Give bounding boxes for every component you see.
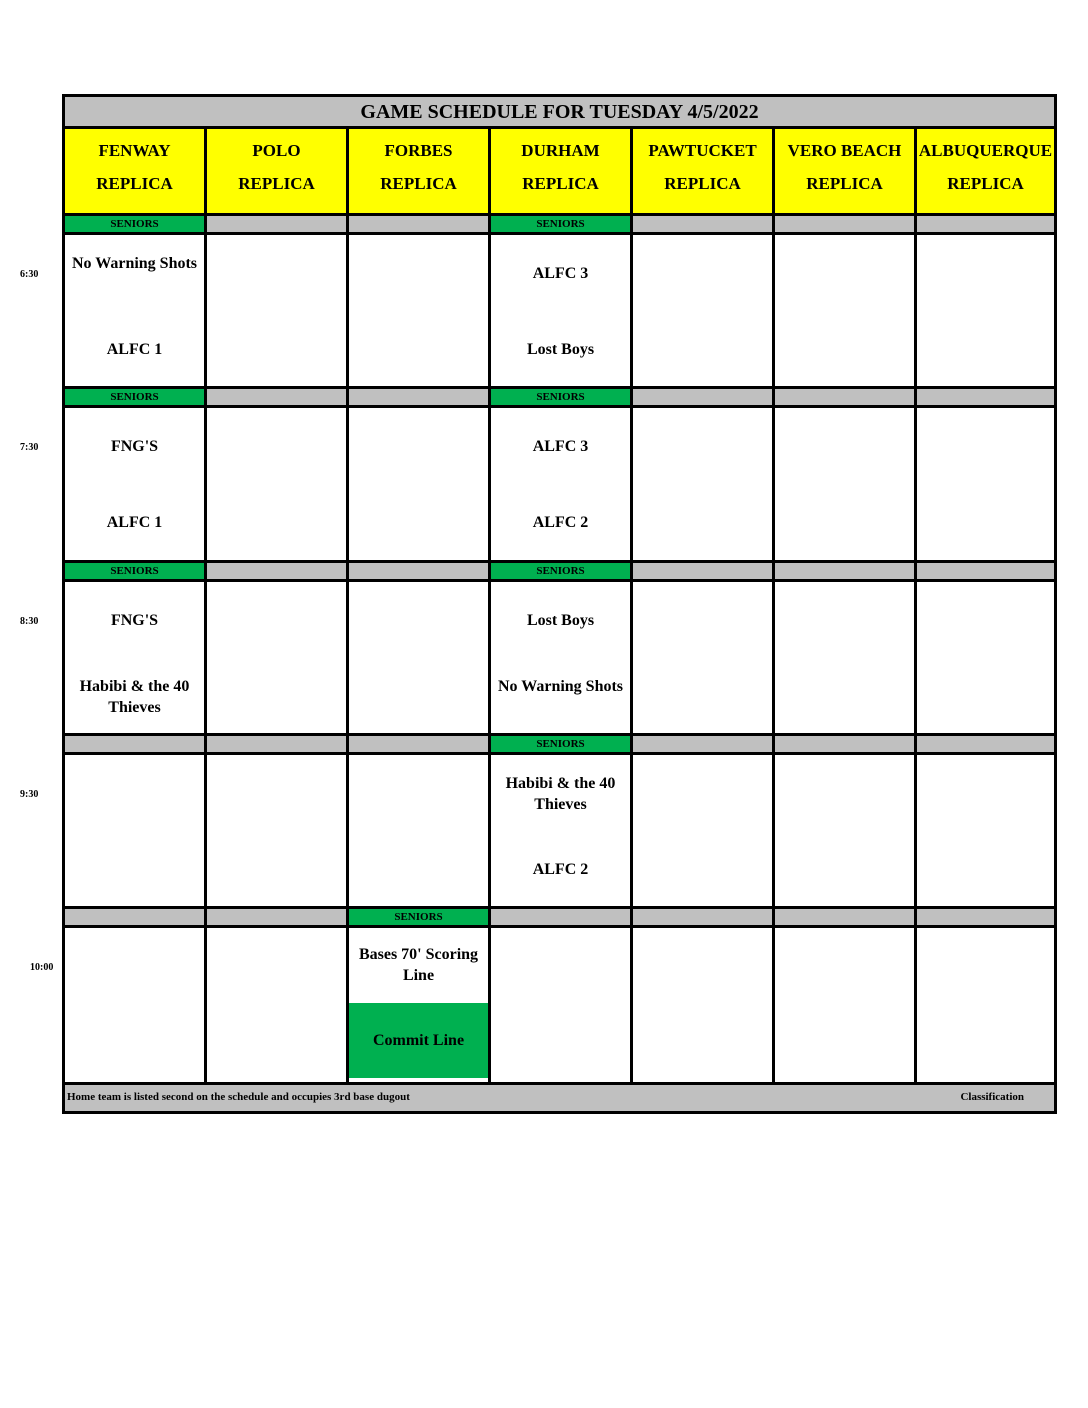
field-name: VERO BEACH [787,141,902,160]
game-cell [491,582,630,732]
empty-cell [349,582,488,732]
empty-cell [633,235,772,385]
field-header [349,129,488,216]
empty-band [207,213,346,235]
empty-cell [917,755,1054,905]
game-cell [491,235,630,385]
division-band: SENIORS [491,386,630,408]
away-team: FNG'S [110,612,159,629]
empty-band [349,386,488,408]
empty-band [65,733,204,755]
away-team: FNG'S [110,438,159,455]
empty-cell [491,928,630,1078]
empty-band [775,733,914,755]
field-column-fenway [65,129,207,1082]
home-team: Lost Boys [526,341,595,358]
empty-cell [633,755,772,905]
empty-cell [349,755,488,905]
home-team-note: Home team is listed second on the schedule and occupies 3rd base dugout [67,1091,410,1103]
empty-band [775,213,914,235]
empty-cell [65,755,204,905]
division-band: SENIORS [65,560,204,582]
field-column-pawtucket [633,129,775,1082]
empty-cell [775,408,914,558]
empty-band [775,386,914,408]
empty-cell [917,408,1054,558]
field-name: FENWAY [98,141,171,160]
empty-band [207,386,346,408]
home-team: Habibi & the 40 Thieves [79,678,190,716]
empty-cell [775,755,914,905]
empty-cell [775,235,914,385]
field-sub: REPLICA [522,174,599,193]
field-sub: REPLICA [947,174,1024,193]
legend-cell [349,928,488,1078]
game-cell [491,408,630,558]
schedule-title: GAME SCHEDULE FOR TUESDAY 4/5/2022 [65,97,1054,129]
field-column-albuquerque [917,129,1054,1082]
away-team: No Warning Shots [71,255,198,272]
field-column-polo [207,129,349,1082]
time-label: 6:30 [20,269,39,280]
home-team: No Warning Shots [497,678,624,695]
scoring-line-legend: Bases 70' Scoring Line [349,928,488,1003]
field-column-vero-beach [775,129,917,1082]
home-team: ALFC 2 [532,514,589,531]
field-name: PAWTUCKET [648,141,757,160]
empty-cell [65,928,204,1078]
away-team: Habibi & the 40 Thieves [505,775,616,813]
empty-band [917,560,1054,582]
empty-cell [633,408,772,558]
field-name: ALBUQUERQUE [918,141,1053,160]
time-label: 8:30 [20,616,39,627]
empty-cell [207,235,346,385]
field-header [491,129,630,216]
empty-band [633,213,772,235]
empty-band [775,906,914,928]
division-band: SENIORS [65,213,204,235]
game-cell [65,582,204,732]
empty-band [207,560,346,582]
field-name: POLO [252,141,301,160]
division-band: SENIORS [349,906,488,928]
empty-cell [917,582,1054,732]
empty-cell [349,408,488,558]
empty-band [633,386,772,408]
empty-band [917,906,1054,928]
field-header [633,129,772,216]
empty-band [633,906,772,928]
division-band: SENIORS [491,733,630,755]
empty-band [349,560,488,582]
schedule-table [62,94,1057,1114]
empty-cell [207,582,346,732]
empty-band [917,213,1054,235]
division-band: SENIORS [65,386,204,408]
game-cell [65,235,204,385]
time-label: 9:30 [20,789,39,800]
field-sub: REPLICA [238,174,315,193]
empty-band [349,213,488,235]
division-band: SENIORS [491,213,630,235]
time-label: 7:30 [20,442,39,453]
empty-band [917,733,1054,755]
empty-band [207,733,346,755]
empty-cell [633,582,772,732]
empty-cell [917,235,1054,385]
empty-cell [207,928,346,1078]
empty-band [633,560,772,582]
away-team: ALFC 3 [532,438,589,455]
empty-cell [633,928,772,1078]
empty-band [917,386,1054,408]
field-header [775,129,914,216]
empty-band [65,906,204,928]
field-name: DURHAM [521,141,600,160]
empty-band [633,733,772,755]
empty-cell [775,582,914,732]
schedule-footer [65,1082,1054,1111]
field-column-durham [491,129,633,1082]
field-sub: REPLICA [664,174,741,193]
field-sub: REPLICA [96,174,173,193]
empty-cell [775,928,914,1078]
classification-label: Classification [960,1091,1024,1103]
empty-cell [207,408,346,558]
game-cell [65,408,204,558]
field-column-forbes [349,129,491,1082]
time-label: 10:00 [30,962,54,973]
field-header [65,129,204,216]
empty-cell [917,928,1054,1078]
division-band: SENIORS [491,560,630,582]
away-team: Lost Boys [526,612,595,629]
commit-line-legend: Commit Line [349,1003,488,1078]
empty-cell [207,755,346,905]
empty-band [775,560,914,582]
home-team: ALFC 2 [532,861,589,878]
field-header [917,129,1054,216]
home-team: ALFC 1 [106,341,163,358]
empty-band [491,906,630,928]
empty-band [349,733,488,755]
empty-cell [349,235,488,385]
empty-band [207,906,346,928]
field-header [207,129,346,216]
away-team: ALFC 3 [532,265,589,282]
game-cell [491,755,630,905]
field-sub: REPLICA [806,174,883,193]
field-name: FORBES [384,141,453,160]
home-team: ALFC 1 [106,514,163,531]
field-sub: REPLICA [380,174,457,193]
